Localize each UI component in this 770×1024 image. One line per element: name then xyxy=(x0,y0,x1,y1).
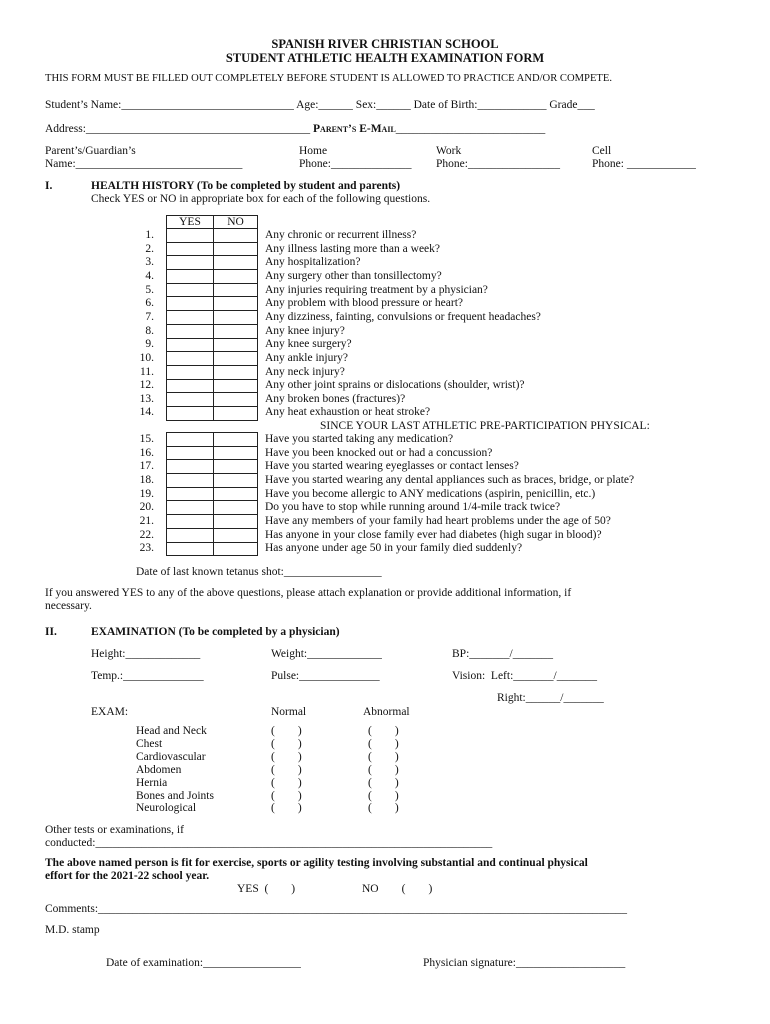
question-row xyxy=(167,242,258,256)
yes-checkbox[interactable] xyxy=(167,446,214,460)
no-checkbox[interactable] xyxy=(214,242,258,256)
question-number: 20. xyxy=(139,501,154,514)
fit-yes-checkbox[interactable]: YES ( ) xyxy=(237,883,296,895)
question-row xyxy=(167,270,258,284)
yes-checkbox[interactable] xyxy=(167,393,214,407)
yes-checkbox[interactable] xyxy=(167,365,214,379)
question-text: Any knee injury? xyxy=(265,324,345,337)
md-stamp-label: M.D. stamp xyxy=(45,924,100,936)
question-number: 13. xyxy=(139,392,154,405)
comments-field[interactable]: Comments:____________________________________________________________________________________________ xyxy=(45,903,628,915)
yes-header: YES xyxy=(167,216,214,229)
form-notice: THIS FORM MUST BE FILLED OUT COMPLETELY BEFORE STUDENT IS ALLOWED TO PRACTICE AND/OR COMPETE. xyxy=(45,73,613,84)
question-row xyxy=(167,229,258,243)
no-checkbox[interactable] xyxy=(214,311,258,325)
parent-email-field[interactable]: __________________________ xyxy=(395,123,546,135)
exam-item-label: Chest xyxy=(136,737,163,750)
question-text: Has anyone in your close family ever had diabetes (high sugar in blood)? xyxy=(265,528,602,541)
other-tests-label: Other tests or examinations, if xyxy=(45,824,184,836)
yes-checkbox[interactable] xyxy=(167,256,214,270)
section1-instructions: Check YES or NO in appropriate box for each of the following questions. xyxy=(91,193,431,205)
work-label: Work xyxy=(436,145,462,157)
question-text: Has anyone under age 50 in your family died suddenly? xyxy=(265,542,523,555)
question-text: Any illness lasting more than a week? xyxy=(265,242,441,255)
question-number: 17. xyxy=(139,460,154,473)
question-row xyxy=(167,352,258,366)
question-text: Have you been knocked out or had a concussion? xyxy=(265,446,493,459)
question-text: Have you started wearing any dental appliances such as braces, bridge, or plate? xyxy=(265,473,635,486)
yes-checkbox[interactable] xyxy=(167,242,214,256)
question-row xyxy=(167,324,258,338)
fit-no-checkbox[interactable]: NO ( ) xyxy=(362,883,433,895)
address-field[interactable]: Address:_______________________________________ xyxy=(45,123,314,135)
yes-note-line2: necessary. xyxy=(45,600,92,612)
parent-email-label: Parent’s E-Mail xyxy=(313,123,396,135)
student-info-line[interactable]: Student’s Name:______________________________ Age:______ Sex:______ Date of Birth:____________ Grade___ xyxy=(45,99,595,111)
section2-number: II. xyxy=(45,626,57,638)
school-name: SPANISH RIVER CHRISTIAN SCHOOL xyxy=(271,37,499,51)
guardian-label: Parent’s/Guardian’s xyxy=(45,145,136,157)
question-number: 2. xyxy=(145,242,154,255)
yes-checkbox[interactable] xyxy=(167,433,214,447)
no-checkbox[interactable] xyxy=(214,379,258,393)
question-row xyxy=(167,487,258,501)
other-tests-field[interactable]: conducted:_____________________________________________________________________ xyxy=(45,837,493,849)
question-text: Have you started wearing eyeglasses or contact lenses? xyxy=(265,460,519,473)
question-row xyxy=(167,528,258,542)
question-text: Any heat exhaustion or heat stroke? xyxy=(265,406,431,419)
question-text: Any neck injury? xyxy=(265,365,345,378)
abnormal-checkbox[interactable]: ( ) xyxy=(368,750,399,763)
question-number: 3. xyxy=(145,256,154,269)
question-row xyxy=(167,460,258,474)
temp-field[interactable]: Temp.:______________ xyxy=(91,670,204,682)
question-row xyxy=(167,446,258,460)
abnormal-checkbox[interactable]: ( ) xyxy=(368,776,399,789)
no-checkbox[interactable] xyxy=(214,365,258,379)
abnormal-checkbox[interactable]: ( ) xyxy=(368,802,399,815)
question-text: Any injuries requiring treatment by a physician? xyxy=(265,283,488,296)
question-row xyxy=(167,393,258,407)
question-text: Any hospitalization? xyxy=(265,256,361,269)
question-text: Have you started taking any medication? xyxy=(265,433,454,445)
no-checkbox[interactable] xyxy=(214,474,258,488)
section1-number: I. xyxy=(45,180,53,192)
question-text: Any chronic or recurrent illness? xyxy=(265,229,417,241)
bp-field[interactable]: BP:_______/_______ xyxy=(452,648,553,660)
question-number: 19. xyxy=(139,487,154,500)
no-checkbox[interactable] xyxy=(214,256,258,270)
abnormal-checkbox[interactable]: ( ) xyxy=(368,789,399,802)
abnormal-checkbox[interactable]: ( ) xyxy=(368,763,399,776)
question-number: 5. xyxy=(145,283,154,296)
address-line[interactable] xyxy=(45,123,545,135)
question-row xyxy=(167,433,258,447)
yes-checkbox[interactable] xyxy=(167,270,214,284)
exam-label: EXAM: xyxy=(91,706,129,718)
weight-field[interactable]: Weight:_____________ xyxy=(271,648,382,660)
yes-checkbox[interactable] xyxy=(167,324,214,338)
yes-checkbox[interactable] xyxy=(167,352,214,366)
question-number: 18. xyxy=(139,473,154,486)
question-text: Any dizziness, fainting, convulsions or frequent headaches? xyxy=(265,310,541,323)
cell-label: Cell xyxy=(592,145,612,157)
question-row xyxy=(167,365,258,379)
no-checkbox[interactable] xyxy=(214,487,258,501)
yes-checkbox[interactable] xyxy=(167,311,214,325)
question-text: Any other joint sprains or dislocations (shoulder, wrist)? xyxy=(265,379,525,392)
no-checkbox[interactable] xyxy=(214,515,258,529)
yes-checkbox[interactable] xyxy=(167,283,214,297)
no-checkbox[interactable] xyxy=(214,542,258,556)
no-checkbox[interactable] xyxy=(214,446,258,460)
since-heading: SINCE YOUR LAST ATHLETIC PRE-PARTICIPATION PHYSICAL: xyxy=(320,420,650,432)
question-text: Have any members of your family had heart problems under the age of 50? xyxy=(265,514,611,527)
yes-checkbox[interactable] xyxy=(167,528,214,542)
form-title: STUDENT ATHLETIC HEALTH EXAMINATION FORM xyxy=(225,51,545,65)
no-checkbox[interactable] xyxy=(214,460,258,474)
exam-item-label: Head and Neck xyxy=(136,725,207,737)
no-header: NO xyxy=(214,216,258,229)
question-row xyxy=(167,338,258,352)
yes-checkbox[interactable] xyxy=(167,379,214,393)
normal-checkbox[interactable]: ( ) xyxy=(271,802,302,815)
yes-checkbox[interactable] xyxy=(167,501,214,515)
vision-right-field[interactable]: Right:______/_______ xyxy=(497,692,604,704)
normal-checkbox[interactable]: ( ) xyxy=(271,750,302,763)
yes-no-table-b xyxy=(166,432,258,556)
question-number: 15. xyxy=(139,433,154,445)
question-number: 11. xyxy=(140,365,154,378)
guardian-name-field[interactable]: Name:_____________________________ xyxy=(45,158,243,170)
question-row xyxy=(167,474,258,488)
fit-statement-line1: The above named person is fit for exercise, sports or agility testing involving substantial and continual physical xyxy=(45,857,588,869)
no-checkbox[interactable] xyxy=(214,283,258,297)
question-row xyxy=(167,542,258,556)
question-number: 23. xyxy=(139,542,154,555)
cell-phone-field[interactable]: Phone: ____________ xyxy=(592,158,696,170)
normal-checkbox[interactable]: ( ) xyxy=(271,789,302,802)
question-row xyxy=(167,501,258,515)
question-number: 21. xyxy=(139,514,154,527)
no-checkbox[interactable] xyxy=(214,393,258,407)
question-text: Any knee surgery? xyxy=(265,338,352,351)
question-row xyxy=(167,297,258,311)
question-number: 22. xyxy=(139,528,154,541)
question-number: 8. xyxy=(145,324,154,337)
question-row xyxy=(167,256,258,270)
yes-checkbox[interactable] xyxy=(167,460,214,474)
exam-item-label: Bones and Joints xyxy=(136,789,214,802)
pulse-field[interactable]: Pulse:______________ xyxy=(271,670,380,682)
question-number: 4. xyxy=(145,269,154,282)
no-checkbox[interactable] xyxy=(214,324,258,338)
no-checkbox[interactable] xyxy=(214,352,258,366)
yes-checkbox[interactable] xyxy=(167,515,214,529)
abnormal-header: Abnormal xyxy=(363,706,410,718)
normal-checkbox[interactable]: ( ) xyxy=(271,776,302,789)
question-number: 10. xyxy=(139,351,154,364)
yes-checkbox[interactable] xyxy=(167,542,214,556)
tetanus-field[interactable]: Date of last known tetanus shot:_________________ xyxy=(136,566,382,578)
question-row xyxy=(167,515,258,529)
no-checkbox[interactable] xyxy=(214,528,258,542)
exam-date-field[interactable]: Date of examination:_________________ xyxy=(106,957,301,969)
exam-item-label: Hernia xyxy=(136,776,168,789)
exam-item-label: Cardiovascular xyxy=(136,750,206,763)
vision-left-field[interactable]: Vision: Left:_______/_______ xyxy=(452,670,597,682)
question-row xyxy=(167,311,258,325)
question-number: 16. xyxy=(139,446,154,459)
yes-note-line1: If you answered YES to any of the above questions, please attach explanation or provide additional information, if xyxy=(45,587,572,599)
work-phone-field[interactable]: Phone:________________ xyxy=(436,158,560,170)
normal-checkbox[interactable]: ( ) xyxy=(271,763,302,776)
yes-checkbox[interactable] xyxy=(167,474,214,488)
home-phone-field[interactable]: Phone:______________ xyxy=(299,158,412,170)
question-number: 1. xyxy=(145,229,154,241)
yes-checkbox[interactable] xyxy=(167,297,214,311)
no-checkbox[interactable] xyxy=(214,406,258,420)
yes-checkbox[interactable] xyxy=(167,487,214,501)
exam-item-label: Abdomen xyxy=(136,763,182,776)
yes-checkbox[interactable] xyxy=(167,338,214,352)
yes-checkbox[interactable] xyxy=(167,229,214,243)
no-checkbox[interactable] xyxy=(214,433,258,447)
question-number: 7. xyxy=(145,310,154,323)
physician-signature-field[interactable]: Physician signature:___________________ xyxy=(423,957,626,969)
normal-header: Normal xyxy=(271,706,307,718)
height-field[interactable]: Height:_____________ xyxy=(91,648,201,660)
question-number: 14. xyxy=(139,406,154,419)
fit-statement-line2: effort for the 2021-22 school year. xyxy=(45,870,210,882)
normal-checkbox[interactable]: ( ) xyxy=(271,725,302,737)
no-checkbox[interactable] xyxy=(214,501,258,515)
no-checkbox[interactable] xyxy=(214,338,258,352)
question-text: Any surgery other than tonsillectomy? xyxy=(265,269,442,282)
abnormal-checkbox[interactable]: ( ) xyxy=(368,737,399,750)
question-text: Do you have to stop while running around 1/4-mile track twice? xyxy=(265,501,561,514)
question-text: Any problem with blood pressure or heart? xyxy=(265,297,464,310)
section2-title: EXAMINATION (To be completed by a physician) xyxy=(91,626,340,638)
exam-item-label: Neurological xyxy=(136,802,197,815)
question-number: 9. xyxy=(145,338,154,351)
yes-checkbox[interactable] xyxy=(167,406,214,420)
abnormal-checkbox[interactable]: ( ) xyxy=(368,725,399,737)
question-text: Have you become allergic to ANY medications (aspirin, penicillin, etc.) xyxy=(265,487,596,500)
question-text: Any broken bones (fractures)? xyxy=(265,392,406,405)
yes-no-table-a xyxy=(166,215,258,421)
no-checkbox[interactable] xyxy=(214,297,258,311)
question-row xyxy=(167,379,258,393)
normal-checkbox[interactable]: ( ) xyxy=(271,737,302,750)
question-text: Any ankle injury? xyxy=(265,351,349,364)
question-row xyxy=(167,283,258,297)
question-number: 6. xyxy=(145,297,154,310)
home-label: Home xyxy=(299,145,328,157)
no-checkbox[interactable] xyxy=(214,270,258,284)
no-checkbox[interactable] xyxy=(214,229,258,243)
question-number: 12. xyxy=(139,379,154,392)
section1-title: HEALTH HISTORY (To be completed by student and parents) xyxy=(91,180,401,192)
question-row xyxy=(167,406,258,420)
